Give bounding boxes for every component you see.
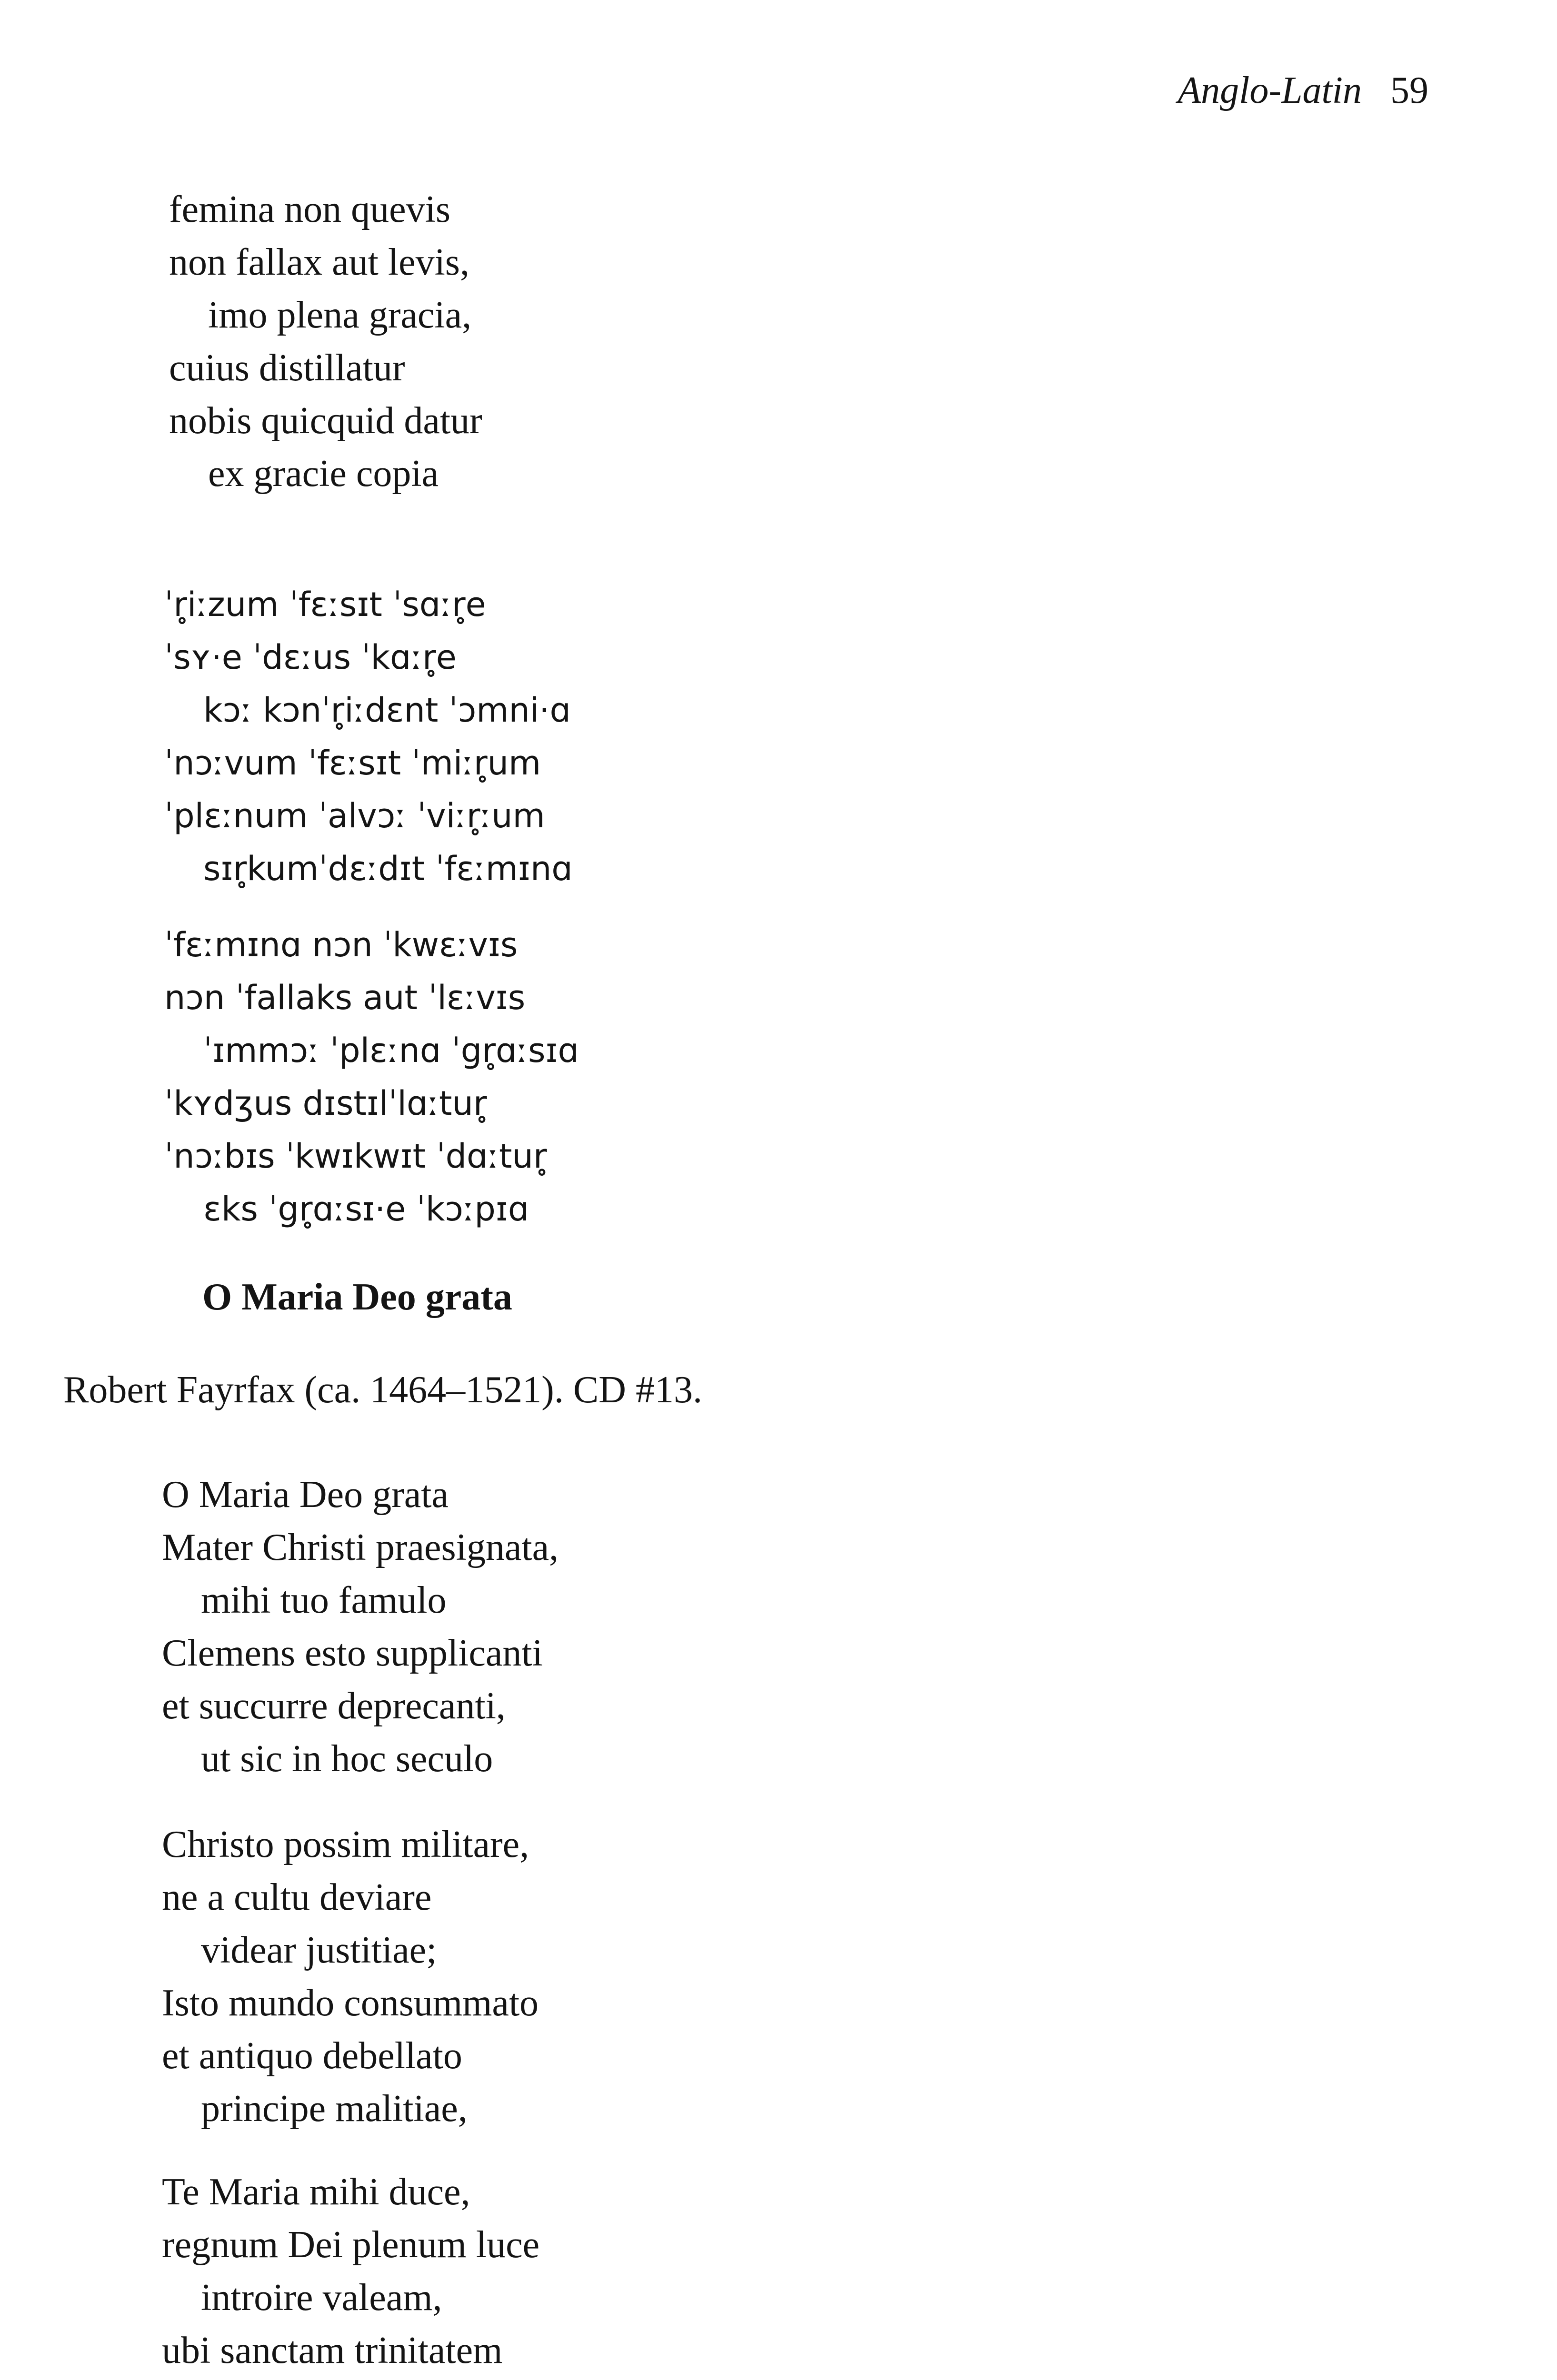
verse-line: Isto mundo consummato bbox=[162, 1982, 539, 2024]
verse-line bbox=[162, 2377, 539, 2380]
section-title: O Maria Deo grata bbox=[202, 1276, 512, 1318]
running-header bbox=[1178, 67, 1428, 114]
verse-line: ex gracie copia bbox=[208, 453, 439, 495]
ipa-line: ˈɪmmɔː ˈplɛːnɑ ˈgr̥ɑːsɪɑ bbox=[203, 1031, 579, 1070]
running-title: Anglo-Latin bbox=[1178, 69, 1362, 111]
ipa-line: ˈr̥iːzum ˈfɛːsɪt ˈsɑːr̥e bbox=[164, 585, 486, 624]
latin-stanza-o-maria bbox=[162, 1468, 559, 1785]
ipa-stanza-femina bbox=[164, 919, 579, 1236]
verse-line: principe malitiae, bbox=[201, 2088, 468, 2130]
verse-line: regnum Dei plenum luce bbox=[162, 2224, 540, 2266]
verse-line: Mater Christi praesignata, bbox=[162, 1527, 559, 1568]
verse-line: non fallax aut levis, bbox=[169, 241, 469, 283]
verse-line: ubi sanctam trinitatem bbox=[162, 2330, 503, 2371]
ipa-line: nɔn ˈfallaks aut ˈlɛːvɪs bbox=[164, 978, 526, 1017]
ipa-line: ɛks ˈgr̥ɑːsɪ·e ˈkɔːpɪɑ bbox=[203, 1190, 529, 1229]
ipa-line: ˈkʏdʒus dɪstɪlˈlɑːtur̥ bbox=[164, 1084, 487, 1123]
verse-line: mihi tuo famulo bbox=[201, 1579, 447, 1621]
latin-stanza-te-maria bbox=[162, 2166, 539, 2380]
verse-line: ut sic in hoc seculo bbox=[201, 1738, 493, 1780]
verse-line: et succurre deprecanti, bbox=[162, 1685, 506, 1727]
ipa-line: ˈfɛːmɪnɑ nɔn ˈkwɛːvɪs bbox=[164, 925, 518, 964]
verse-line: imo plena gracia, bbox=[208, 294, 472, 336]
verse-line: ne a cultu deviare bbox=[162, 1876, 432, 1918]
ipa-stanza-risum bbox=[164, 578, 573, 895]
page-number: 59 bbox=[1390, 69, 1428, 111]
ipa-line: ˈnɔːvum ˈfɛːsɪt ˈmiːr̥um bbox=[164, 744, 541, 783]
verse-line: Clemens esto supplicanti bbox=[162, 1632, 543, 1674]
verse-line: et antiquo debellato bbox=[162, 2035, 462, 2077]
verse-line: femina non quevis bbox=[169, 188, 450, 230]
ipa-line: ˈnɔːbɪs ˈkwɪkwɪt ˈdɑːtur̥ bbox=[164, 1137, 547, 1176]
ipa-line: sɪr̥kumˈdɛːdɪt ˈfɛːmɪnɑ bbox=[203, 849, 573, 888]
verse-line: nobis quicquid datur bbox=[169, 400, 482, 442]
latin-stanza-femina bbox=[169, 183, 482, 500]
composer-attribution: Robert Fayrfax (ca. 1464–1521). CD #13. bbox=[63, 1369, 702, 1411]
verse-line: Te Maria mihi duce, bbox=[162, 2171, 470, 2213]
ipa-line: ˈplɛːnum ˈalvɔː ˈviːr̥ːum bbox=[164, 796, 545, 835]
verse-line: introire valeam, bbox=[201, 2277, 442, 2319]
ipa-line: kɔː kɔnˈr̥iːdɛnt ˈɔmni·ɑ bbox=[203, 691, 571, 730]
latin-stanza-christo bbox=[162, 1818, 539, 2135]
verse-line: videar justitiae; bbox=[201, 1929, 437, 1971]
verse-line: Christo possim militare, bbox=[162, 1824, 529, 1865]
verse-line: cuius distillatur bbox=[169, 347, 405, 389]
verse-line: O Maria Deo grata bbox=[162, 1474, 449, 1516]
ipa-line: ˈsʏ·e ˈdɛːus ˈkɑːr̥e bbox=[164, 638, 457, 677]
